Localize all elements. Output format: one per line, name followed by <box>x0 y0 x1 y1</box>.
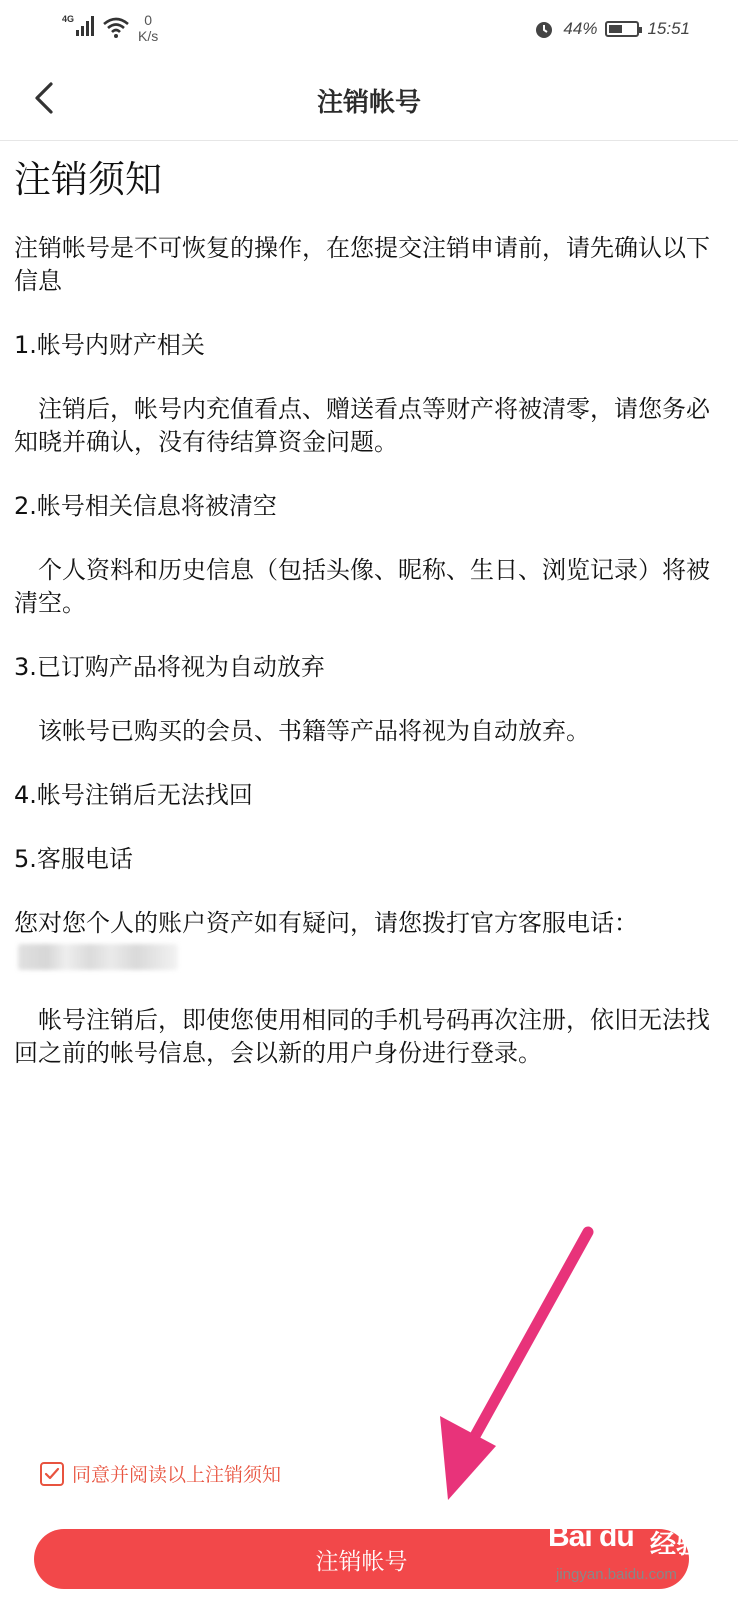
cellular-signal-icon <box>62 14 94 36</box>
wifi-icon <box>102 16 130 38</box>
watermark-brand: Bai du <box>548 1520 634 1553</box>
section-body: 个人资料和历史信息（包括头像、昵称、生日、浏览记录）将被清空。 <box>14 556 710 617</box>
contact-paragraph <box>14 907 716 973</box>
baidu-jingyan-watermark <box>548 1520 733 1600</box>
battery-icon <box>605 21 639 37</box>
blurred-phone-number <box>18 944 178 970</box>
section-body: 该帐号已购买的会员、书籍等产品将视为自动放弃。 <box>38 717 590 745</box>
navigation-bar <box>0 56 738 141</box>
notice-heading: 注销须知 <box>14 158 162 201</box>
check-icon <box>44 1466 60 1482</box>
watermark-url: jingyan.baidu.com <box>556 1566 677 1583</box>
contact-text: 您对您个人的账户资产如有疑问，请您拨打官方客服电话： <box>14 909 638 937</box>
watermark-cn: 经验 <box>650 1530 703 1560</box>
network-speed: 0 K/s <box>138 12 159 44</box>
section-title: 2.帐号相关信息将被清空 <box>14 492 277 520</box>
page-title: 注销帐号 <box>316 88 421 118</box>
cancel-account-button-label: 注销帐号 <box>315 1548 408 1575</box>
agreement-checkbox[interactable] <box>40 1460 281 1487</box>
checkbox[interactable] <box>40 1462 64 1486</box>
status-bar <box>0 0 738 56</box>
closing-paragraph: 帐号注销后，即使您使用相同的手机号码再次注册，依旧无法找回之前的帐号信息，会以新的用户身份进行登录。 <box>14 1006 710 1067</box>
section-title: 5.客服电话 <box>14 845 133 873</box>
section-body: 注销后，帐号内充值看点、赠送看点等财产将被清零，请您务必知晓并确认，没有待结算资金问题。 <box>14 395 710 456</box>
section-title: 3.已订购产品将视为自动放弃 <box>14 653 325 681</box>
battery-percent: 44% <box>563 19 598 38</box>
notice-intro: 注销帐号是不可恢复的操作，在您提交注销申请前，请先确认以下信息 <box>14 234 710 295</box>
clock: 15:51 <box>647 19 690 38</box>
network-type: 4G <box>62 14 75 24</box>
section-title: 4.帐号注销后无法找回 <box>14 781 253 809</box>
notice-content <box>14 150 716 1101</box>
agreement-label: 同意并阅读以上注销须知 <box>72 1464 282 1486</box>
alarm-icon <box>533 18 555 40</box>
section-title: 1.帐号内财产相关 <box>14 331 205 359</box>
